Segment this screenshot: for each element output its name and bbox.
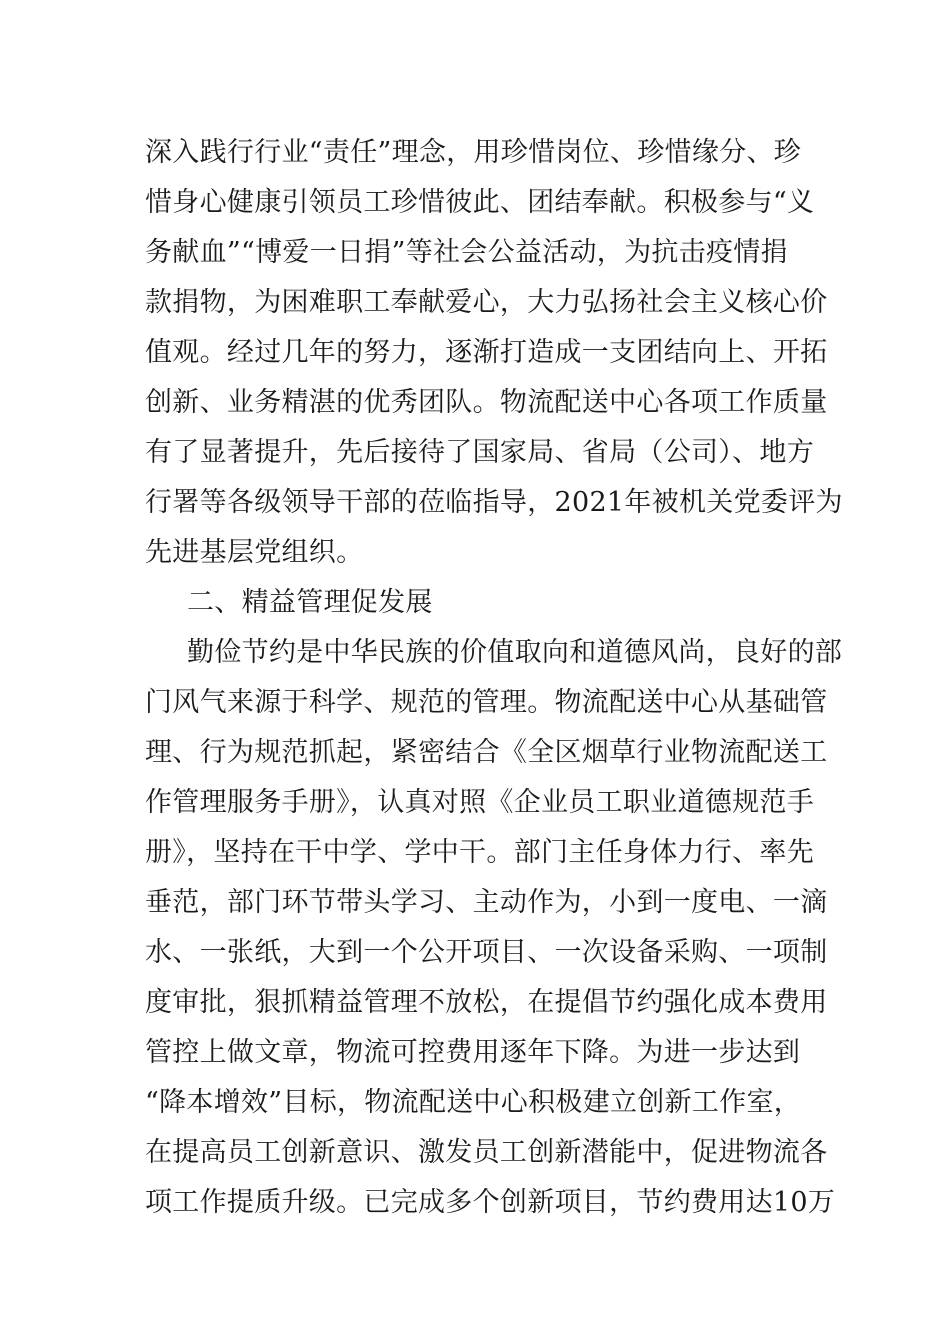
paragraph-line: 有了显著提升，先后接待了国家局、省局（公司）、地方: [145, 437, 814, 468]
paragraph-line: 项工作提质升级。已完成多个创新项目，节约费用达10万: [145, 1187, 836, 1218]
paragraph-line: 惜身心健康引领员工珍惜彼此、团结奉献。积极参与“义: [145, 187, 815, 218]
paragraph-line: 值观。经过几年的努力，逐渐打造成一支团结向上、开拓: [145, 337, 828, 368]
paragraph-line: 勤俭节约是中华民族的价值取向和道德风尚，良好的部: [187, 637, 843, 668]
paragraph-line: 款捐物，为困难职工奉献爱心，大力弘扬社会主义核心价: [145, 287, 828, 318]
section-heading: 二、精益管理促发展: [187, 587, 433, 618]
paragraph-line: 创新、业务精湛的优秀团队。物流配送中心各项工作质量: [145, 387, 828, 418]
paragraph-line: 先进基层党组织。: [145, 537, 364, 568]
paragraph-line: 行署等各级领导干部的莅临指导，2021年被机关党委评为: [145, 487, 843, 518]
paragraph-line: 册》，坚持在干中学、学中干。部门主任身体力行、率先: [145, 837, 814, 868]
paragraph-line: “降本增效”目标，物流配送中心积极建立创新工作室，: [145, 1087, 802, 1118]
paragraph-line: 在提高员工创新意识、激发员工创新潜能中，促进物流各: [145, 1137, 828, 1168]
paragraph-line: 垂范，部门环节带头学习、主动作为，小到一度电、一滴: [145, 887, 828, 918]
paragraph-line: 门风气来源于科学、规范的管理。物流配送中心从基础管: [145, 687, 828, 718]
paragraph-line: 作管理服务手册》，认真对照《企业员工职业道德规范手: [145, 787, 814, 818]
paragraph-line: 度审批，狠抓精益管理不放松，在提倡节约强化成本费用: [145, 987, 828, 1018]
paragraph-line: 务献血”“博爱一日捐”等社会公益活动，为抗击疫情捐: [145, 237, 788, 268]
paragraph-line: 管控上做文章，物流可控费用逐年下降。为进一步达到: [145, 1037, 801, 1068]
paragraph-line: 理、行为规范抓起，紧密结合《全区烟草行业物流配送工: [145, 737, 828, 768]
paragraph-line: 深入践行行业“责任”理念，用珍惜岗位、珍惜缘分、珍: [145, 137, 802, 168]
paragraph-line: 水、一张纸，大到一个公开项目、一次设备采购、一项制: [145, 937, 828, 968]
